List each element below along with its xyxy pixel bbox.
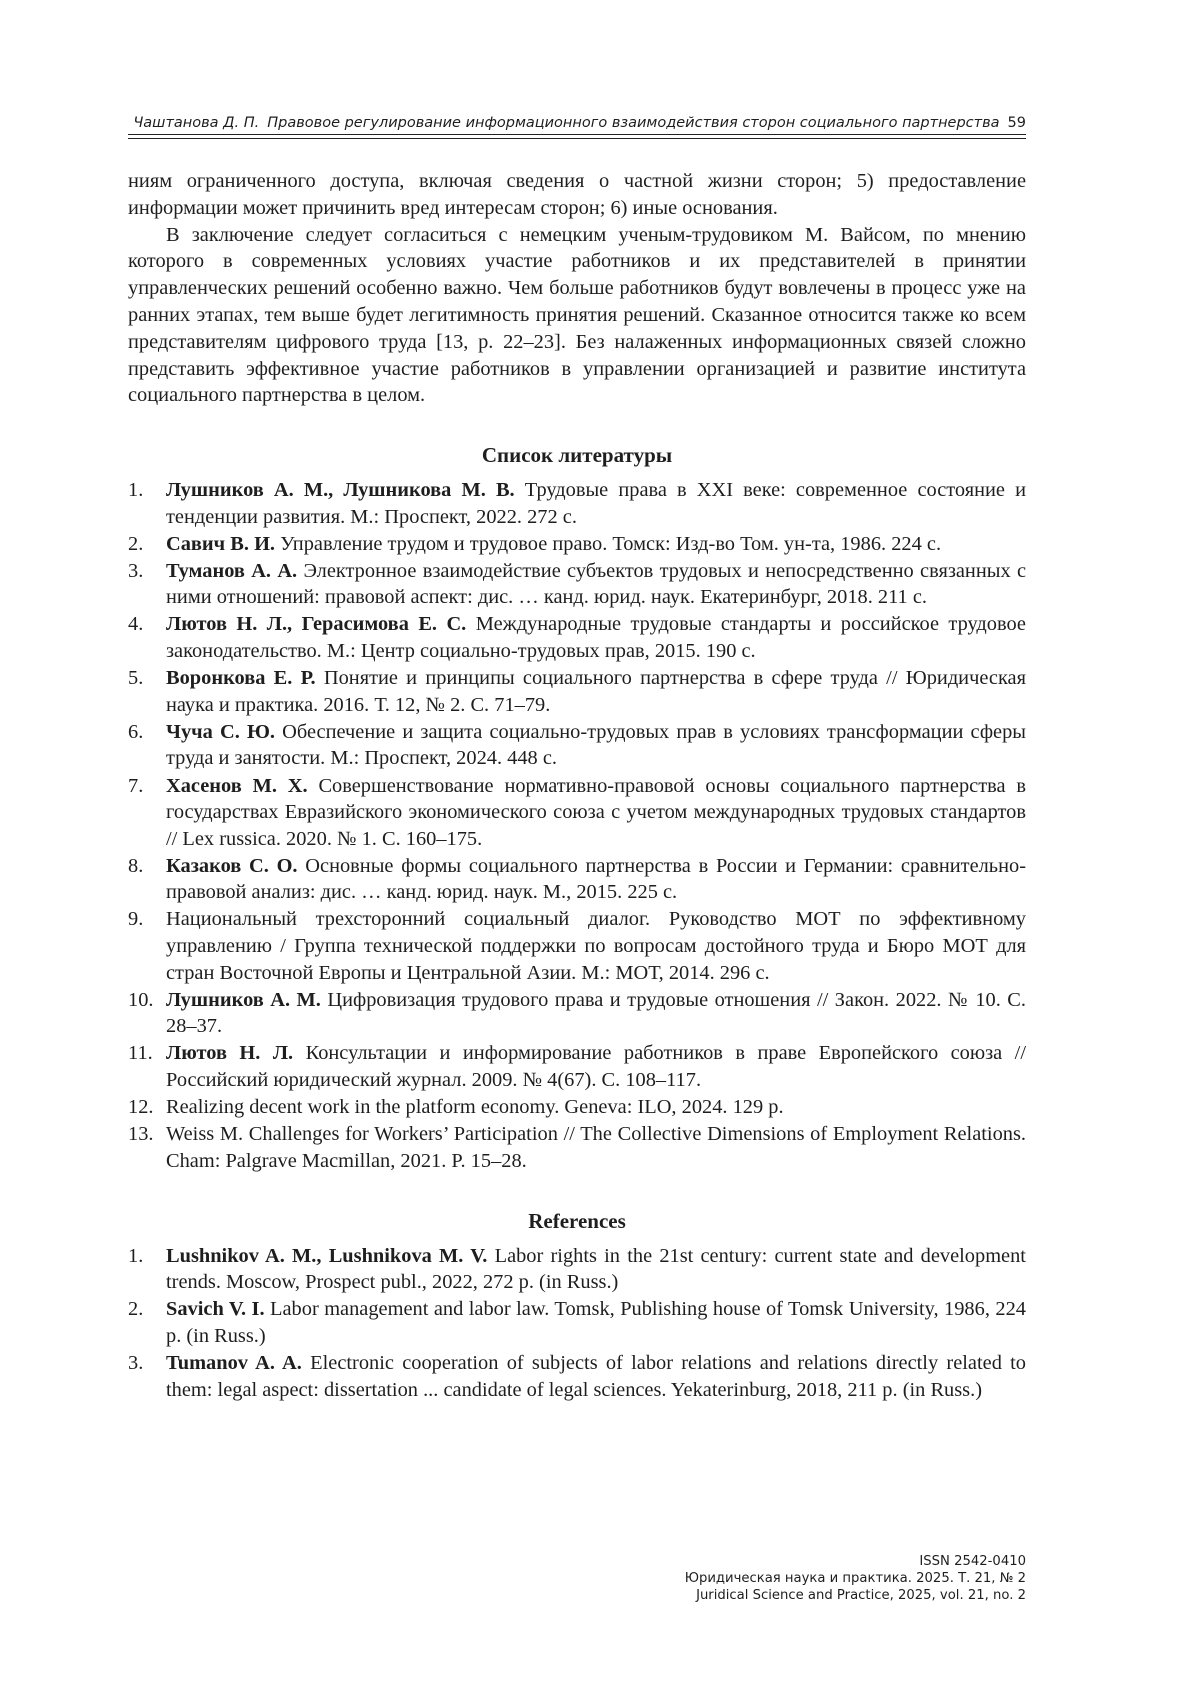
reference-authors: Чуча С. Ю. (166, 720, 276, 743)
reference-authors: Казаков С. О. (166, 854, 298, 877)
reference-number: 2. (128, 532, 144, 555)
reference-authors: Savich V. I. (166, 1298, 265, 1321)
reference-body: Обеспечение и защита социально-трудовых прав в условиях трансформации сферы труда и занятости. М.: Проспект, 2024. 448 с. (166, 720, 1026, 770)
reference-body: Понятие и принципы социального партнерства в сфере труда // Юридическая наука и практика. 2016. Т. 12, № 2. С. 71–79. (166, 667, 1026, 716)
reference-number: 12. (128, 1096, 154, 1119)
reference-number: 4. (128, 613, 144, 636)
reference-item (128, 853, 1026, 906)
reference-number: 10. (128, 988, 154, 1011)
reference-body: Цифровизация трудового права и трудовые отношения // Закон. 2022. № 10. С. 28–37. (166, 988, 1026, 1038)
reference-text (166, 1243, 1026, 1296)
reference-item (128, 665, 1026, 718)
reference-body: Управление трудом и трудовое право. Томск: Изд-во Том. ун-та, 1986. 224 с. (280, 532, 942, 555)
page-number: 59 (1007, 115, 1026, 131)
reference-authors: Лютов Н. Л., Герасимова Е. С. (166, 613, 467, 636)
reference-number: 7. (128, 774, 144, 797)
reference-text (166, 611, 1026, 664)
reference-text (166, 531, 1026, 558)
reference-item (128, 1094, 1026, 1121)
reference-number: 8. (128, 854, 144, 877)
reference-number: 1. (128, 478, 144, 501)
reference-body: Национальный трехсторонний социальный диалог. Руководство МОТ по эффективному управлению / Группа технической поддержки по вопросам достойного труда и Бюро МОТ для стран Восточной Европы и Центральной Азии. М.: МОТ, 2014. 296 с. (166, 908, 1026, 984)
bibliography-list (128, 477, 1026, 1174)
reference-authors: Туманов А. А. (166, 559, 298, 582)
reference-text (166, 1296, 1026, 1349)
reference-item (128, 531, 1026, 558)
reference-text (166, 1040, 1026, 1093)
reference-item (128, 773, 1026, 853)
journal-footer (685, 1553, 1026, 1604)
reference-text (166, 1350, 1026, 1403)
reference-body: Совершенствование нормативно-правовой основы социального партнерства в государствах Евразийского экономического союза с учетом международных трудовых стандартов // Lex russica. 2020. № 1. С. 160–175. (166, 774, 1026, 850)
reference-authors: Tumanov A. A. (166, 1352, 302, 1375)
reference-authors: Савич В. И. (166, 532, 276, 555)
article-body (128, 168, 1026, 1404)
reference-text (166, 853, 1026, 906)
reference-body: Трудовые права в XXI веке: современное состояние и тенденции развития. М.: Проспект, 2022. 272 с. (166, 478, 1026, 528)
reference-authors: Лушников А. М., Лушникова М. В. (166, 478, 515, 501)
reference-text (166, 987, 1026, 1040)
reference-number: 3. (128, 1352, 144, 1375)
reference-number: 2. (128, 1298, 144, 1321)
reference-body: Консультации и информирование работников в праве Европейского союза // Российский юридический журнал. 2009. № 4(67). С. 108–117. (166, 1042, 1026, 1092)
reference-item (128, 1040, 1026, 1093)
body-paragraph-2: В заключение следует согласиться с немецким ученым-трудовиком М. Вайсом, по мнению которого в современных условиях участие работников и их представителей в принятии управленческих решений особенно важно. Чем больше работников будут вовлечены в процесс уже на ранних этапах, тем выше будет легитимность принятия решений. Сказанное относится также ко всем представителям цифрового труда [13, p. 22–23]. Без налаженных информационных связей сложно представить эффективное участие работников в управлении организацией и развитие института социального партнерства в целом. (128, 223, 1026, 407)
footer-issn: ISSN 2542-0410 (919, 1554, 1026, 1569)
reference-item (128, 611, 1026, 664)
header-author: Чаштанова Д. П. (133, 115, 260, 131)
reference-body: Realizing decent work in the platform economy. Geneva: ILO, 2024. 129 p. (166, 1096, 784, 1119)
reference-text (166, 719, 1026, 772)
reference-number: 3. (128, 559, 144, 582)
reference-number: 6. (128, 720, 144, 743)
reference-item (128, 719, 1026, 772)
running-header (128, 113, 1026, 133)
reference-item (128, 558, 1026, 611)
reference-body: Международные трудовые стандарты и российское трудовое законодательство. М.: Центр социально-трудовых прав, 2015. 190 с. (166, 613, 1026, 663)
reference-text (166, 1094, 1026, 1121)
reference-number: 13. (128, 1123, 154, 1146)
reference-text (166, 558, 1026, 611)
header-title: Правовое регулирование информационного взаимодействия сторон социального партнерства (267, 115, 1000, 131)
header-rule (128, 134, 1026, 135)
reference-authors: Lushnikov A. M., Lushnikova M. V. (166, 1244, 488, 1267)
reference-authors: Лютов Н. Л. (166, 1042, 294, 1065)
reference-text (166, 906, 1026, 986)
references-heading: References (528, 1208, 626, 1233)
reference-authors: Воронкова Е. Р. (166, 667, 316, 690)
reference-number: 1. (128, 1244, 144, 1267)
footer-journal-ru: Юридическая наука и практика. 2025. Т. 21, № 2 (684, 1571, 1026, 1586)
reference-number: 9. (128, 908, 144, 931)
reference-item (128, 1296, 1026, 1349)
header-rule-thin (128, 138, 1026, 139)
reference-number: 11. (128, 1042, 153, 1065)
reference-text (166, 773, 1026, 853)
reference-body: Labor rights in the 21st century: current state and development trends. Moscow, Prospect publ., 2022, 272 p. (in Russ.) (166, 1244, 1026, 1294)
reference-authors: Лушников А. М. (166, 988, 321, 1011)
reference-body: Электронное взаимодействие субъектов трудовых и непосредственно связанных с ними отношений: правовой аспект: дис. … канд. юрид. наук. Екатеринбург, 2018. 211 с. (166, 559, 1026, 609)
reference-body: Основные формы социального партнерства в России и Германии: сравнительно-правовой анализ: дис. … канд. юрид. наук. М., 2015. 225 с. (166, 854, 1026, 904)
reference-text (166, 1121, 1026, 1174)
reference-item (128, 1121, 1026, 1174)
reference-body: Electronic cooperation of subjects of labor relations and relations directly related to them: legal aspect: dissertation ... candidate of legal sciences. Yekaterinburg, 2018, 211 p. (in Russ.) (166, 1352, 1026, 1401)
body-paragraph-1: ниям ограниченного доступа, включая сведения о частной жизни сторон; 5) предоставление информации может причинить вред интересам сторон; 6) иные основания. (128, 170, 1026, 219)
reference-body: Labor management and labor law. Tomsk, Publishing house of Tomsk University, 1986, 224 p. (in Russ.) (166, 1298, 1026, 1347)
reference-body: Weiss M. Challenges for Workers’ Participation // The Collective Dimensions of Employment Relations. Cham: Palgrave Macmillan, 2021. P. 15–28. (166, 1123, 1026, 1172)
reference-text (166, 477, 1026, 530)
reference-item (128, 987, 1026, 1040)
reference-item (128, 1350, 1026, 1403)
reference-text (166, 665, 1026, 718)
reference-item (128, 906, 1026, 986)
reference-number: 5. (128, 667, 144, 690)
reference-item (128, 477, 1026, 530)
footer-journal-en: Juridical Science and Practice, 2025, vol. 21, no. 2 (696, 1588, 1026, 1603)
references-list (128, 1243, 1026, 1404)
bibliography-heading: Список литературы (481, 443, 673, 468)
page (128, 0, 1026, 1697)
reference-authors: Хасенов М. Х. (166, 774, 308, 797)
reference-item (128, 1243, 1026, 1296)
